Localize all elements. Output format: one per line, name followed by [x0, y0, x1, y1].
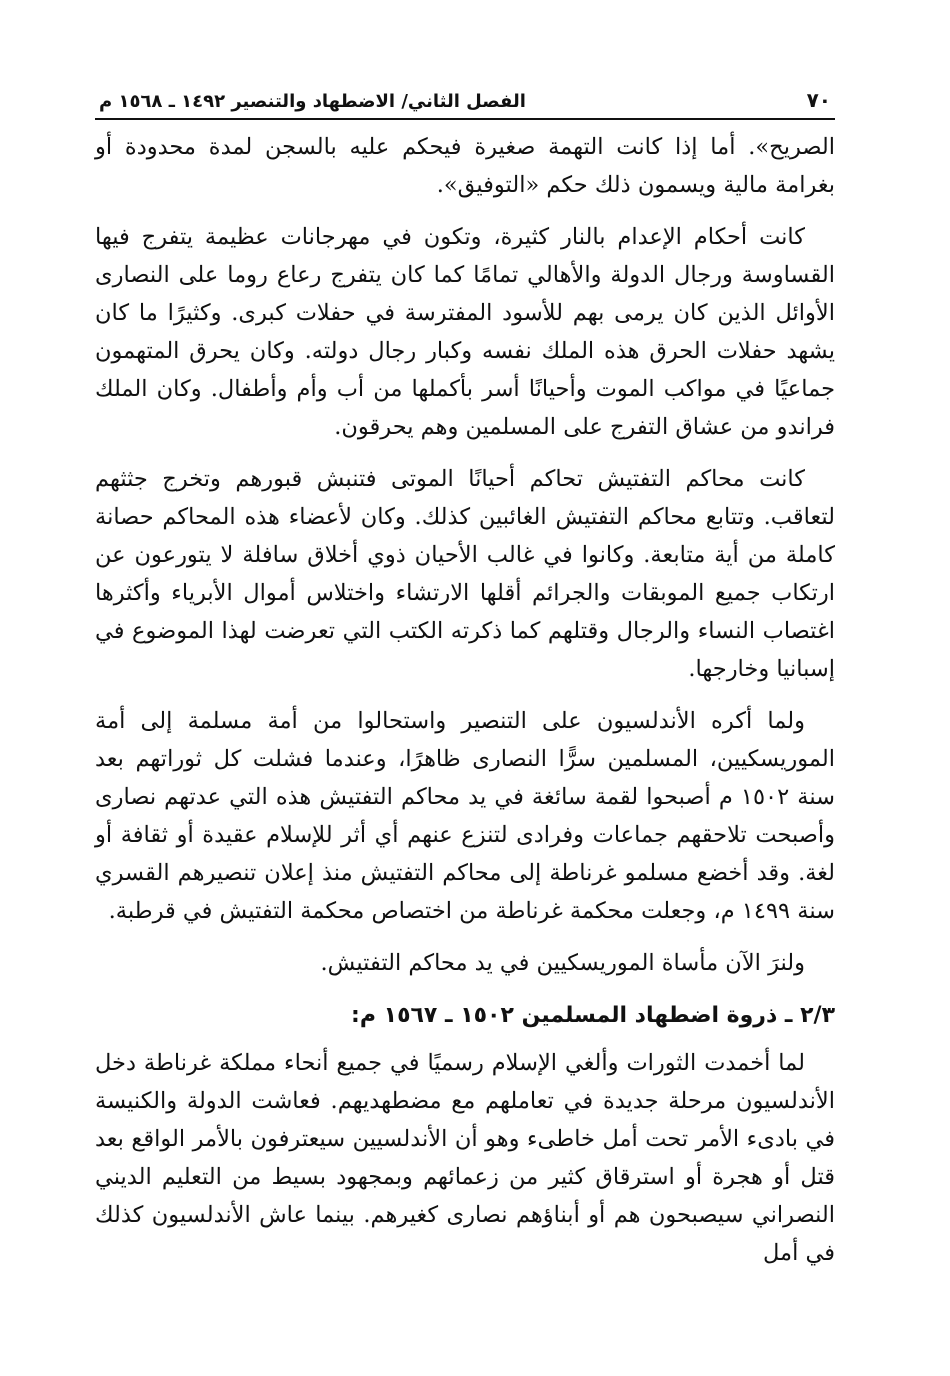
running-header — [95, 88, 835, 120]
page-number: ٧٠ — [806, 88, 831, 112]
paragraph-transition: ولنرَ الآن مأساة الموريسكيين في يد محاكم التفتيش. — [320, 950, 805, 976]
section-paragraph: لما أخمدت الثورات وألغي الإسلام رسميًا في جميع أنحاء مملكة غرناطة دخل الأندلسيون مرحلة جديدة في تعاملهم مع مضطهديهم. فعاشت الدولة والكنيسة في بادىء الأمر تحت أمل خاطىء وهو أن الأندلسيين سيعترفون بالأمر الواقع بعد قتل أو هجرة أو استرقاق كثير من زعمائهم وبمجهود بسيط من التعليم الديني النصراني سيصبحون هم أو أبناؤهم نصارى كغيرهم. بينما عاش الأندلسيون كذلك في أمل — [95, 1050, 835, 1266]
book-page — [95, 88, 835, 1376]
paragraph-inquisition-courts: كانت محاكم التفتيش تحاكم أحيانًا الموتى فتنبش قبورهم وتخرج جثثهم لتعاقب. وتتابع محاكم التفتيش الغائبين كذلك. وكان لأعضاء هذه المحاكم حصانة كاملة من أية متابعة. وكانوا في غالب الأحيان ذوي أخلاق سافلة لا يتورعون عن ارتكاب جميع الموبقات والجرائم أقلها الارتشاء واختلاس أموال الأبرياء وأكثرها اغتصاب النساء والرجال وقتلهم كما ذكرته الكتب التي تعرضت لهذا الموضوع في إسبانيا وخارجها. — [95, 466, 835, 682]
paragraph-continuation: الصريح». أما إذا كانت التهمة صغيرة فيحكم عليه بالسجن لمدة محدودة أو بغرامة مالية ويسمون ذلك حكم «التوفيق». — [95, 134, 835, 198]
section-heading: ٢/٣ ـ ذروة اضطهاد المسلمين ١٥٠٢ ـ ١٥٦٧ م: — [351, 1003, 835, 1028]
paragraph-moriscos: ولما أكره الأندلسيون على التنصير واستحالوا من أمة مسلمة إلى أمة الموريسكيين، المسلمين سرًّا النصارى ظاهرًا، وعندما فشلت كل ثوراتهم بعد سنة ١٥٠٢ م أصبحوا لقمة سائغة في يد محاكم التفتيش هذه التي عدتهم نصارى وأصبحت تلاحقهم جماعات وفرادى لتنزع عنهم أي أثر للإسلام عقيدة أو ثقافة أو لغة. وقد أخضع مسلمو غرناطة إلى محاكم التفتيش منذ إعلان تنصيرهم القسري سنة ١٤٩٩ م، وجعلت محكمة غرناطة من اختصاص محكمة التفتيش في قرطبة. — [95, 708, 835, 924]
paragraph-executions: كانت أحكام الإعدام بالنار كثيرة، وتكون في مهرجانات عظيمة يتفرج فيها القساوسة ورجال الدولة والأهالي تمامًا كما كان يتفرج رعاع روما على النصارى الأوائل الذين كان يرمى بهم للأسود المفترسة في حفلات كبرى. وكثيرًا ما كان يشهد حفلات الحرق هذه الملك نفسه وكبار رجال دولته. وكان يحرق المتهمون جماعيًا في مواكب الموت وأحيانًا أسر بأكملها من أب وأم وأطفال. وكان الملك فراندو من عشاق التفرج على المسلمين وهم يحرقون. — [95, 224, 835, 440]
chapter-title: الفصل الثاني/ الاضطهاد والتنصير ١٤٩٢ ـ ١٥٦٨ م — [99, 91, 526, 112]
page-content — [95, 128, 835, 1272]
